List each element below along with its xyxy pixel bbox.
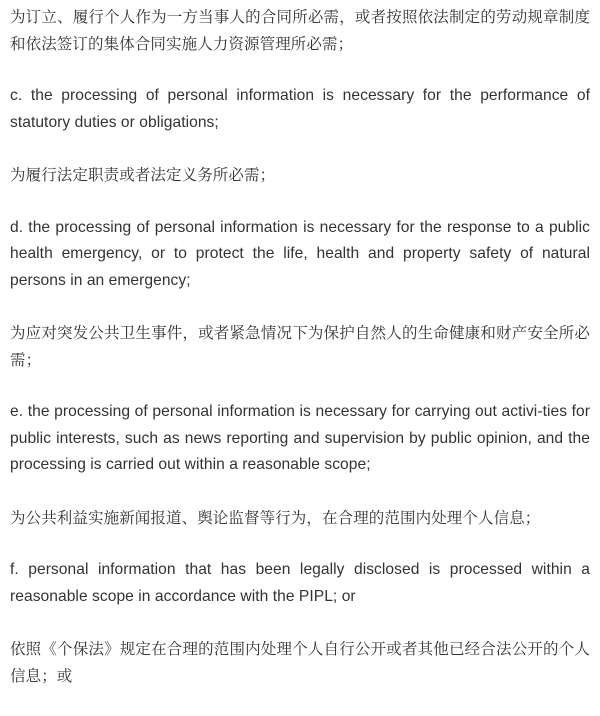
paragraph-en-e-public-interest: e. the processing of personal information is necessary for carrying out activi-ties for public interests, such as news reporting and supervision by public opinion, and the processing is carried out within a reasonable scope; <box>10 403 590 473</box>
paragraph-zh-contract-hr: 为订立、履行个人作为一方当事人的合同所必需，或者按照依法制定的劳动规章制度和依法签订的集体合同实施人力资源管理所必需； <box>10 8 590 53</box>
paragraph-en-d-public-health: d. the processing of personal information is necessary for the response to a public health emergency, or to protect the life, health and property safety of natural persons in an emergency; <box>10 218 590 289</box>
paragraph-zh-statutory-duties: 为履行法定职责或者法定义务所必需； <box>10 166 276 184</box>
paragraph-en-c-statutory-duties: c. the processing of personal information is necessary for the performance of statutory duties or obligations; <box>10 87 590 131</box>
paragraph-zh-disclosed-info: 依照《个保法》规定在合理的范围内处理个人自行公开或者其他已经合法公开的个人信息；或 <box>10 640 590 685</box>
article-body <box>10 4 590 689</box>
paragraph-en-f-disclosed-info: f. personal information that has been legally disclosed is processed within a reasonable scope in accordance with the PIPL; or <box>10 561 590 605</box>
paragraph-zh-public-health: 为应对突发公共卫生事件，或者紧急情况下为保护自然人的生命健康和财产安全所必需； <box>10 324 590 369</box>
paragraph-zh-public-interest: 为公共利益实施新闻报道、舆论监督等行为，在合理的范围内处理个人信息； <box>10 508 541 527</box>
